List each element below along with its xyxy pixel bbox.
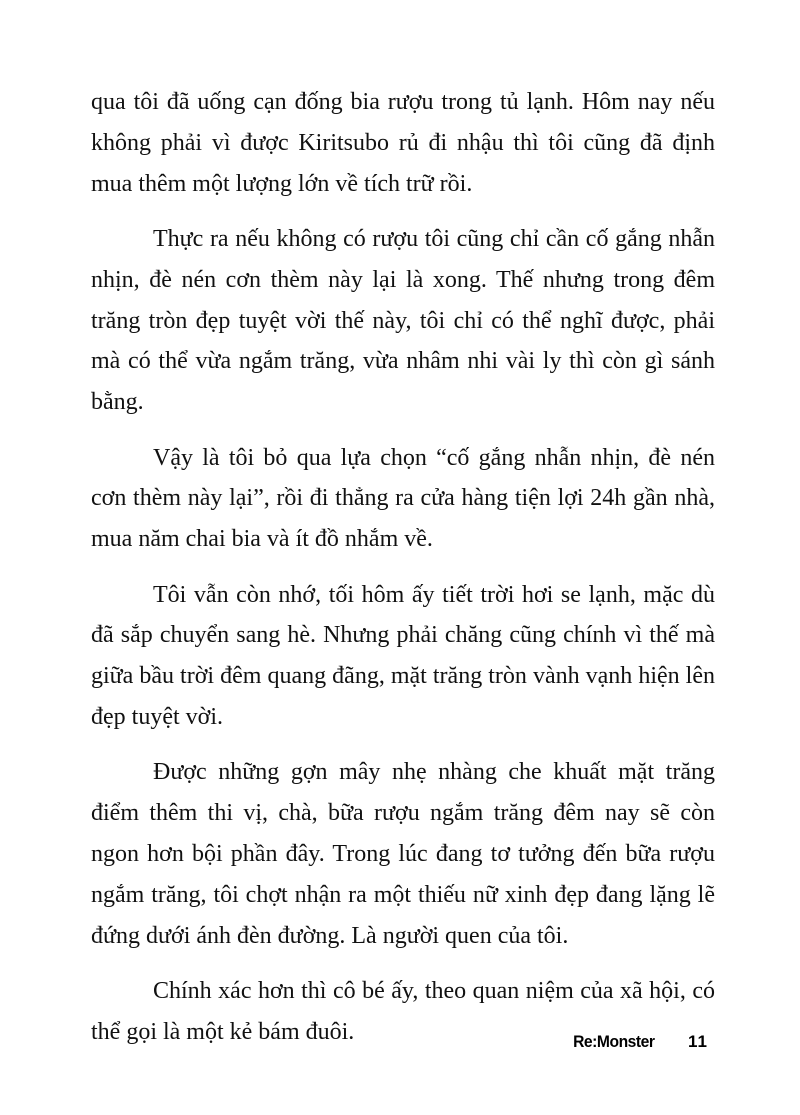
- page-number: 11: [688, 1032, 708, 1051]
- paragraph: Được những gợn mây nhẹ nhàng che khuất mặt trăng điểm thêm thi vị, chà, bữa rượu ngắm trăng đêm nay sẽ còn ngon hơn bội phần đây. Trong lúc đang tơ tưởng đến bữa rượu ngắm trăng, tôi chợt nhận ra một thiếu nữ xinh đẹp đang lặng lẽ đứng dưới ánh đèn đường. Là người quen của tôi.: [91, 759, 715, 949]
- paragraph: Tôi vẫn còn nhớ, tối hôm ấy tiết trời hơi se lạnh, mặc dù đã sắp chuyển sang hè. Nhưng phải chăng cũng chính vì thế mà giữa bầu trời đêm quang đãng, mặt trăng tròn vành vạnh hiện lên đẹp tuyệt vời.: [91, 581, 715, 730]
- page-footer: [566, 1032, 709, 1052]
- paragraph: Vậy là tôi bỏ qua lựa chọn “cố gắng nhẫn nhịn, đè nén cơn thèm này lại”, rồi đi thẳng ra cửa hàng tiện lợi 24h gần nhà, mua năm chai bia và ít đồ nhắm về.: [91, 444, 715, 553]
- paragraph-continued: qua tôi đã uống cạn đống bia rượu trong tủ lạnh. Hôm nay nếu không phải vì được Kiritsubo rủ đi nhậu thì tôi cũng đã định mua thêm một lượng lớn về tích trữ rồi.: [91, 89, 715, 197]
- paragraph: Thực ra nếu không có rượu tôi cũng chỉ cần cố gắng nhẫn nhịn, đè nén cơn thèm này lại là xong. Thế nhưng trong đêm trăng tròn đẹp tuyệt vời thế này, tôi chỉ có thể nghĩ được, phải mà có thể vừa ngắm trăng, vừa nhâm nhi vài ly thì còn gì sánh bằng.: [91, 225, 715, 416]
- series-title: Re:Monster: [572, 1032, 655, 1051]
- body-text: [91, 82, 715, 1053]
- paragraph: Chính xác hơn thì cô bé ấy, theo quan niệm của xã hội, có thể gọi là một kẻ bám đuôi.: [91, 977, 715, 1045]
